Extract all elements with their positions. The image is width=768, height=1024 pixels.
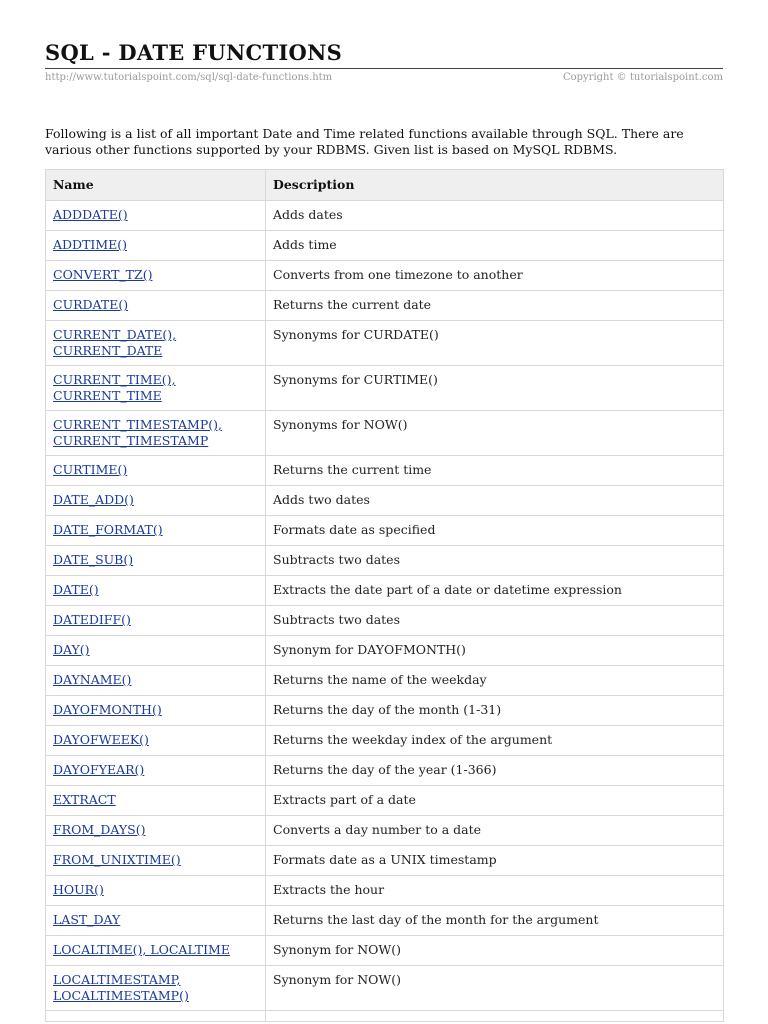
table-row: [46, 816, 724, 846]
function-link[interactable]: LOCALTIMESTAMP, LOCALTIMESTAMP(): [53, 972, 189, 1003]
function-link[interactable]: FROM_UNIXTIME(): [53, 852, 181, 867]
function-description: Formats date as specified: [266, 516, 724, 546]
function-description: Returns the weekday index of the argument: [266, 726, 724, 756]
table-row: [46, 756, 724, 786]
table-row: [46, 606, 724, 636]
function-link[interactable]: HOUR(): [53, 882, 104, 897]
function-description: Extracts part of a date: [266, 786, 724, 816]
function-description: Returns the last day of the month for the argument: [266, 906, 724, 936]
column-header-description: Description: [266, 170, 724, 201]
table-row: [46, 546, 724, 576]
table-row: [46, 261, 724, 291]
function-link[interactable]: LOCALTIME(), LOCALTIME: [53, 942, 230, 957]
function-description: Adds time: [266, 231, 724, 261]
table-row: [46, 321, 724, 366]
empty-cell: [266, 1011, 724, 1022]
function-link[interactable]: EXTRACT: [53, 792, 116, 807]
table-row: [46, 846, 724, 876]
function-link[interactable]: ADDDATE(): [53, 207, 128, 222]
function-description: Adds two dates: [266, 486, 724, 516]
function-link[interactable]: DATEDIFF(): [53, 612, 131, 627]
function-link[interactable]: LAST_DAY: [53, 912, 121, 927]
table-row: [46, 231, 724, 261]
table-row: [46, 786, 724, 816]
table-row: [46, 966, 724, 1011]
empty-cell: [46, 1011, 266, 1022]
title-divider: [45, 68, 723, 69]
function-description: Synonyms for NOW(): [266, 411, 724, 456]
function-description: Synonyms for CURDATE(): [266, 321, 724, 366]
function-link[interactable]: ADDTIME(): [53, 237, 128, 252]
table-row: [46, 876, 724, 906]
function-link[interactable]: CURDATE(): [53, 297, 129, 312]
table-row: [46, 936, 724, 966]
table-row: [46, 201, 724, 231]
function-link[interactable]: CURRENT_DATE(), CURRENT_DATE: [53, 327, 177, 358]
function-link[interactable]: CURRENT_TIME(), CURRENT_TIME: [53, 372, 176, 403]
function-description: Adds dates: [266, 201, 724, 231]
table-row: [46, 456, 724, 486]
table-row: [46, 576, 724, 606]
function-link[interactable]: CURRENT_TIMESTAMP(), CURRENT_TIMESTAMP: [53, 417, 222, 448]
function-link[interactable]: DATE_FORMAT(): [53, 522, 163, 537]
function-link[interactable]: CURTIME(): [53, 462, 128, 477]
function-description: Returns the day of the year (1-366): [266, 756, 724, 786]
table-header-row: [46, 170, 724, 201]
function-description: Synonyms for CURTIME(): [266, 366, 724, 411]
function-description: Returns the day of the month (1-31): [266, 696, 724, 726]
table-row: [46, 516, 724, 546]
function-link[interactable]: CONVERT_TZ(): [53, 267, 153, 282]
intro-paragraph: Following is a list of all important Date and Time related functions available through SQL. There are various other functions supported by your RDBMS. Given list is based on MySQL RDBMS.: [45, 125, 684, 157]
function-description: Extracts the date part of a date or datetime expression: [266, 576, 724, 606]
function-link[interactable]: DATE(): [53, 582, 99, 597]
table-row: [46, 696, 724, 726]
page-title: SQL - DATE FUNCTIONS: [45, 40, 343, 65]
function-description: Returns the current time: [266, 456, 724, 486]
function-link[interactable]: DATE_ADD(): [53, 492, 134, 507]
function-description: Subtracts two dates: [266, 606, 724, 636]
function-description: Synonym for NOW(): [266, 936, 724, 966]
date-functions-table: [45, 169, 724, 1022]
table-row: [46, 366, 724, 411]
function-description: Subtracts two dates: [266, 546, 724, 576]
function-link[interactable]: FROM_DAYS(): [53, 822, 146, 837]
function-description: Synonym for DAYOFMONTH(): [266, 636, 724, 666]
function-description: Converts a day number to a date: [266, 816, 724, 846]
function-description: Extracts the hour: [266, 876, 724, 906]
table-row: [46, 906, 724, 936]
source-url: http://www.tutorialspoint.com/sql/sql-date-functions.htm: [45, 72, 333, 83]
table-row-continued: [46, 1011, 724, 1022]
table-row: [46, 636, 724, 666]
function-link[interactable]: DAY(): [53, 642, 90, 657]
table-row: [46, 666, 724, 696]
function-link[interactable]: DAYOFYEAR(): [53, 762, 145, 777]
table-row: [46, 411, 724, 456]
function-link[interactable]: DATE_SUB(): [53, 552, 134, 567]
column-header-name: Name: [46, 170, 266, 201]
table-row: [46, 291, 724, 321]
table-row: [46, 486, 724, 516]
function-description: Synonym for NOW(): [266, 966, 724, 1011]
function-link[interactable]: DAYNAME(): [53, 672, 132, 687]
copyright-notice: Copyright © tutorialspoint.com: [562, 72, 723, 83]
table-row: [46, 726, 724, 756]
function-description: Formats date as a UNIX timestamp: [266, 846, 724, 876]
function-link[interactable]: DAYOFWEEK(): [53, 732, 149, 747]
function-link[interactable]: DAYOFMONTH(): [53, 702, 162, 717]
function-description: Converts from one timezone to another: [266, 261, 724, 291]
function-description: Returns the name of the weekday: [266, 666, 724, 696]
function-description: Returns the current date: [266, 291, 724, 321]
